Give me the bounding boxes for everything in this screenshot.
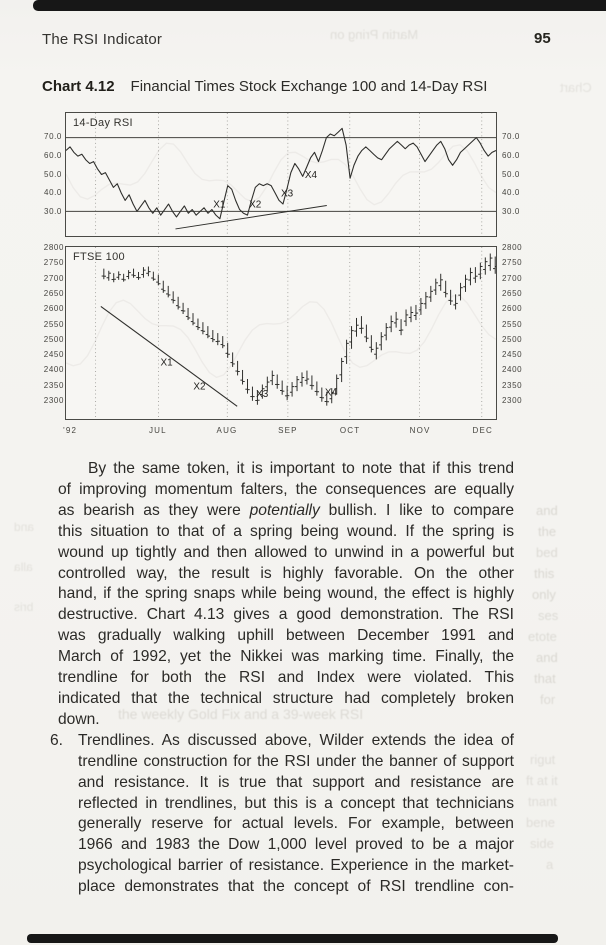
rsi-ytick-right: 60.0 [502, 150, 520, 160]
ftse-annotation-x1: X1 [160, 357, 173, 369]
rsi-chart-title: 14-Day RSI [73, 117, 133, 129]
bleedthrough-word: and [536, 503, 558, 518]
paragraph-line: March of 1992, yet the Nikkei was marking time. Finally, the [58, 648, 514, 666]
ftse-ytick-right: 2300 [502, 396, 523, 405]
list-item-line: Trendlines. As discussed above, Wilder extends the idea of [78, 731, 514, 749]
ftse-ytick-right: 2600 [502, 304, 523, 314]
bleedthrough-word: etote [528, 629, 557, 644]
ftse-ytick-left: 2300 [43, 396, 64, 405]
paragraph-line: indicated that the technical structure had completely broken [58, 689, 514, 707]
bleedthrough-word: only [532, 587, 556, 602]
page-number: 95 [534, 30, 551, 47]
ftse-chart-plot [65, 246, 497, 420]
rsi-ytick-right: 50.0 [502, 169, 520, 179]
paragraph-line: controlled way, the result is highly favorable. On the other [58, 564, 514, 582]
bleedthrough-word: ft at it [526, 773, 558, 788]
list-item-line: psychological barrier of resistance. Experience in the market- [78, 857, 514, 875]
rsi-ytick-left: 50.0 [44, 169, 62, 179]
paragraph-line: By the same token, it is important to note that if this trend [88, 460, 514, 477]
ftse-ytick-left: 2550 [43, 319, 64, 329]
paragraph-line: down. [58, 710, 100, 728]
bleedthrough-word: that [534, 671, 556, 686]
bleedthrough-word: rigut [530, 752, 556, 767]
rsi-annotation-x4: X4 [304, 170, 318, 181]
bleedthrough-word: the weekly Gold Fix and a 39-week RSI [118, 706, 364, 722]
rsi-ytick-left: 30.0 [44, 207, 62, 216]
scan-bottom-edge [27, 934, 558, 943]
ghost-bleed-line [66, 296, 496, 378]
rsi-ytick-left: 60.0 [44, 150, 62, 160]
italic-word: potentially [249, 501, 320, 519]
ftse-ytick-left: 2750 [43, 258, 64, 268]
list-item-line: trendline construction for the RSI under the banner of support [78, 752, 514, 770]
numbered-list-item [50, 731, 514, 898]
rsi-ytick-left: 40.0 [44, 188, 62, 198]
list-item-line: 1966 and 1983 the Dow 1,000 level proved to be a major [78, 836, 514, 854]
ftse-ytick-right: 2550 [502, 319, 523, 329]
paragraph-line: this situation to that of a spring being wound. If the spring is [58, 522, 514, 540]
paragraph-line: trendline for both the RSI and Index were violated. This [58, 669, 514, 687]
ftse-ytick-left: 2600 [43, 304, 64, 314]
rsi-ytick-right: 30.0 [502, 207, 520, 216]
bleedthrough-word: side [530, 836, 554, 851]
paragraph-line [50, 501, 514, 522]
paragraph-line: wound up tightly and then allowed to unwind in a powerful but [58, 543, 514, 561]
ftse-ytick-right: 2750 [502, 258, 523, 268]
bleedthrough-word: ses [538, 608, 559, 623]
paragraph-line: was gradually walking uphill between December 1991 and [58, 627, 514, 645]
ftse-trendline [101, 306, 237, 406]
rsi-annotation-x3: X3 [281, 188, 294, 200]
ftse-ytick-left: 2800 [43, 243, 64, 252]
bleedthrough-word: and [14, 520, 35, 534]
bleedthrough-word: Chart [560, 80, 592, 95]
body-text [50, 459, 514, 898]
bleedthrough-word: alla [14, 560, 33, 574]
paragraph-segment: bullish. I like to compare [319, 501, 514, 519]
bleedthrough-word: bene [526, 815, 555, 830]
ftse-chart-title: FTSE 100 [73, 251, 125, 263]
running-header: The RSI Indicator [42, 31, 163, 48]
list-item-line: generally reserve for actual levels. For example, between [78, 815, 514, 833]
list-item-line: reflected in trendlines, but this is a concept that technicians [78, 794, 514, 812]
ftse-ytick-left: 2400 [43, 365, 64, 375]
chart-caption [42, 78, 487, 95]
month-label-DEC: DEC [472, 426, 493, 435]
ftse-ytick-right: 2700 [502, 273, 523, 283]
paragraph-segment: as bearish as they were [58, 501, 250, 519]
ftse-annotation-x2: X2 [193, 381, 206, 393]
rsi-chart-svg [66, 113, 496, 236]
month-label-SEP: SEP [278, 426, 298, 435]
rsi-annotation-x1: X1 [213, 199, 226, 211]
bleedthrough-word: Martin Pring on [330, 27, 419, 42]
bleedthrough-word: for [540, 692, 556, 707]
chart-caption-label: Chart 4.12 [42, 78, 115, 95]
bleedthrough-word: a [546, 857, 554, 872]
bleedthrough-word: tnant [528, 794, 557, 809]
ftse-ytick-left: 2700 [43, 273, 64, 283]
paragraph-line: of improving momentum falters, the consequences are equally [58, 480, 514, 498]
rsi-annotation-x2: X2 [249, 199, 262, 211]
rsi-ytick-left: 70.0 [44, 132, 62, 141]
list-item-line: place demonstrates that the concept of RSI trendline con- [78, 878, 514, 896]
ftse-ytick-right: 2400 [502, 365, 523, 375]
ftse-ytick-left: 2500 [43, 334, 64, 344]
scan-top-edge [33, 0, 606, 11]
ftse-ytick-right: 2350 [502, 380, 523, 390]
ftse-ytick-right: 2450 [502, 350, 523, 360]
rsi-line [66, 128, 496, 218]
ftse-ytick-right: 2650 [502, 288, 523, 298]
bleedthrough-word: this [534, 566, 555, 581]
month-label-92: '92 [63, 426, 78, 435]
ftse-annotation-x4: X4 [324, 387, 337, 399]
bleedthrough-word: bed [536, 545, 558, 560]
rsi-ytick-right: 40.0 [502, 188, 520, 198]
ftse-ytick-left: 2350 [43, 380, 64, 390]
ftse-ytick-left: 2650 [43, 288, 64, 298]
ftse-annotation-x3: X3 [256, 389, 269, 401]
rsi-chart-plot [65, 112, 497, 237]
ftse-chart-svg [66, 247, 496, 419]
month-label-AUG: AUG [216, 426, 238, 435]
month-label-NOV: NOV [409, 426, 431, 435]
list-item-line: and resistance. It is true that support and resistance are [78, 773, 514, 791]
month-label-JUL: JUL [148, 426, 167, 435]
ftse-ytick-right: 2500 [502, 334, 523, 344]
paragraph-line: destructive. Chart 4.13 gives a good demonstration. The RSI [58, 606, 514, 624]
bleedthrough-word: and [536, 650, 558, 665]
bleedthrough-word: bris [14, 600, 34, 614]
month-label-OCT: OCT [339, 426, 361, 435]
list-item-number: 6. [50, 731, 64, 749]
bleedthrough-word: the [538, 524, 557, 539]
rsi-ytick-right: 70.0 [502, 132, 520, 141]
chart-caption-title: Financial Times Stock Exchange 100 and 14-Day RSI [130, 78, 488, 95]
ftse-ytick-left: 2450 [43, 350, 64, 360]
paragraph-line: hand, if the spring snaps while being wound, the effect is highly [58, 585, 514, 603]
ftse-ytick-right: 2800 [502, 243, 523, 252]
